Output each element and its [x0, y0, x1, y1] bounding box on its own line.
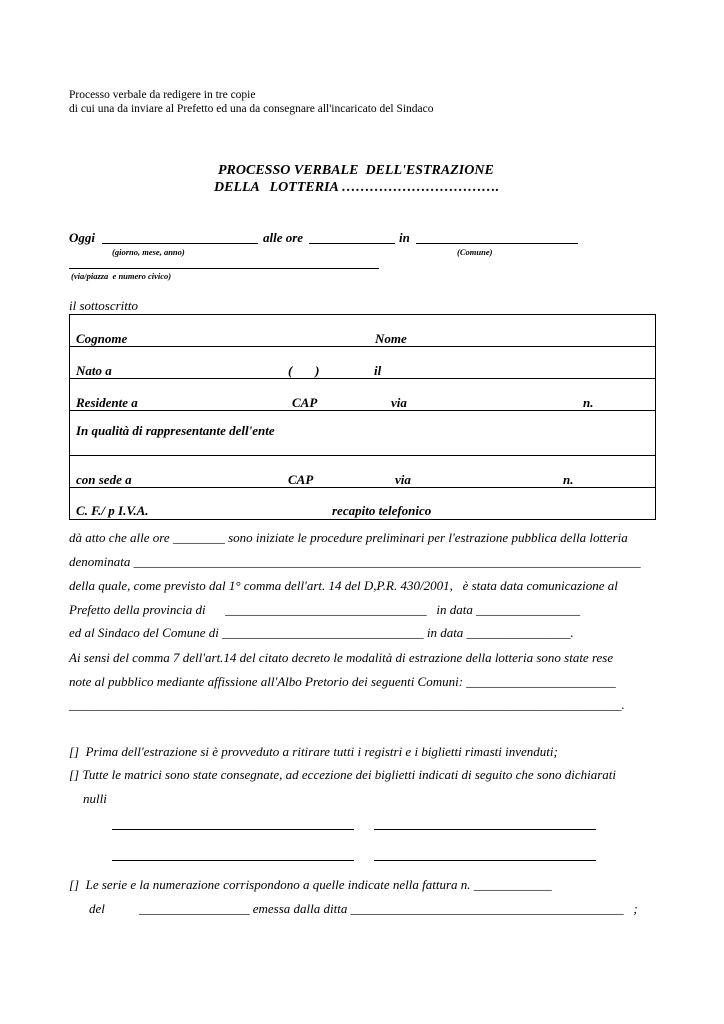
check-matrici-cont: nulli — [83, 791, 107, 806]
comune-field[interactable] — [416, 243, 578, 244]
n-label-2: n. — [563, 472, 574, 487]
body-line-8: _____________________________________________________________________________________. — [69, 697, 625, 712]
in-label: in — [399, 230, 410, 245]
body-line-4: Prefetto della provincia di _______________________________ in data ________________ — [69, 602, 581, 617]
row-qualita[interactable] — [70, 411, 656, 456]
time-field[interactable] — [309, 243, 395, 244]
date-field[interactable] — [102, 243, 258, 244]
oggi-label: Oggi — [69, 230, 95, 245]
giorno-hint: (giorno, mese, anno) — [112, 247, 185, 257]
address-field[interactable] — [69, 268, 379, 269]
con-sede-label: con sede a — [76, 472, 132, 487]
nome-label: Nome — [375, 331, 407, 346]
fattura-details: _________________ emessa dalla ditta __________________________________________ ; — [139, 901, 638, 916]
cognome-label: Cognome — [76, 331, 128, 346]
alle-ore-label: alle ore — [263, 230, 304, 245]
check-ritirati[interactable]: [] Prima dell'estrazione si è provveduto a ritirare tutti i registri e i biglietti rimasti invenduti; — [69, 744, 558, 759]
row-cf[interactable] — [70, 488, 656, 520]
residente-label: Residente a — [76, 395, 138, 410]
nato-a-label: Nato a — [76, 363, 112, 378]
n-label-1: n. — [583, 395, 594, 410]
body-line-1: dà atto che alle ore ________ sono iniziate le procedure preliminari per l'estrazione pubblica della lotteria — [69, 530, 628, 545]
body-line-6: Ai sensi del comma 7 dell'art.14 del citato decreto le modalità di estrazione della lotteria sono state rese — [69, 650, 614, 665]
row-sede[interactable] — [70, 456, 656, 488]
recapito-label: recapito telefonico — [332, 503, 432, 518]
province-paren: ( ) — [288, 363, 320, 378]
body-line-3: della quale, come previsto dal 1° comma dell'art. 14 del D,P.R. 430/2001, è stata data comunicazione al — [69, 578, 618, 593]
check-matrici[interactable]: [] Tutte le matrici sono state consegnate, ad eccezione dei biglietti indicati di seguito che sono dichiarati — [69, 767, 617, 782]
row-residente[interactable] — [70, 379, 656, 411]
null-ticket-field-3[interactable] — [112, 860, 354, 861]
cap-label-2: CAP — [288, 472, 314, 487]
comune-hint: (Comune) — [457, 247, 493, 257]
check-serie[interactable]: [] Le serie e la numerazione corrispondono a quelle indicate nella fattura n. ____________ — [69, 877, 552, 892]
via-label-1: via — [391, 395, 407, 410]
cf-label: C. F./ p I.V.A. — [76, 503, 149, 518]
il-label: il — [374, 363, 382, 378]
cap-label-1: CAP — [292, 395, 318, 410]
body-line-7: note al pubblico mediante affissione all'Albo Pretorio dei seguenti Comuni: _______________________ — [69, 674, 616, 689]
qualita-label: In qualità di rappresentante dell'ente — [76, 423, 275, 438]
del-label: del — [89, 901, 105, 916]
row-cognome[interactable] — [70, 315, 656, 347]
via-label-2: via — [395, 472, 411, 487]
via-hint: (via/piazza e numero civico) — [71, 271, 172, 281]
row-nato[interactable] — [70, 347, 656, 379]
header-line-2: di cui una da inviare al Prefetto ed una da consegnare all'incaricato del Sindaco — [69, 103, 434, 115]
title-line-2: DELLA LOTTERIA ……………………………. — [214, 180, 500, 195]
sottoscritto-label: il sottoscritto — [69, 298, 138, 313]
null-ticket-field-4[interactable] — [374, 860, 596, 861]
title-line-1: PROCESSO VERBALE DELL'ESTRAZIONE — [218, 163, 494, 178]
null-ticket-field-1[interactable] — [112, 829, 354, 830]
null-ticket-field-2[interactable] — [374, 829, 596, 830]
body-line-5: ed al Sindaco del Comune di _______________________________ in data ________________. — [69, 625, 574, 640]
body-line-2: denominata ______________________________________________________________________________ — [69, 554, 641, 569]
header-line-1: Processo verbale da redigere in tre copie — [69, 89, 256, 101]
identity-form — [69, 314, 656, 520]
